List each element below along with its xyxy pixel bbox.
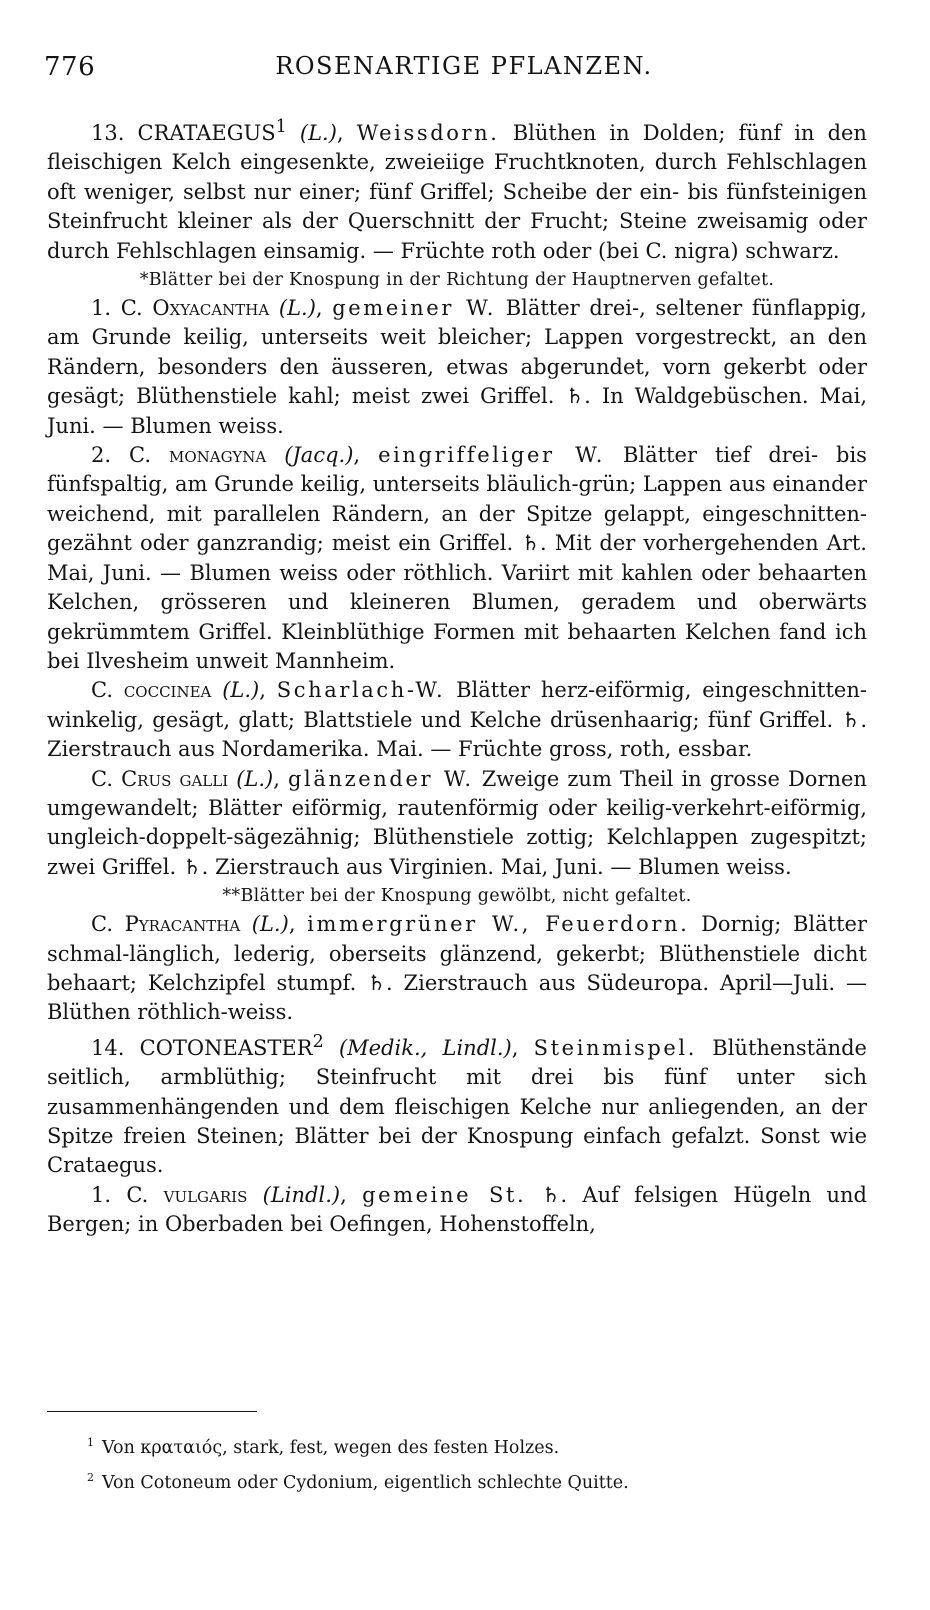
footnote-mark: 1	[87, 1436, 94, 1449]
species-name: vulgaris	[163, 1182, 248, 1207]
species-name: Oxyacantha	[152, 296, 270, 321]
genus-number: 14.	[91, 1035, 125, 1060]
species-label: C.	[91, 678, 113, 703]
species-description: Zweige zum Theil in grosse Dornen umgewandelt; Blätter eiförmig, rautenförmig oder keilig-verkehrt-eiförmig, ungleich-doppelt-sägezähnig; Blüthenstiele zottig; Kelchlappen zugespitzt; zwei Griffel. ♄. Zierstrauch aus Virginien. Mai, Juni. — Blumen weiss.	[47, 766, 867, 879]
genus-authority: (Medik., Lindl.)	[338, 1035, 512, 1060]
footnote-ref: 1	[275, 117, 287, 137]
footnote-text: Von κραταιός, stark, fest, wegen des festen Holzes.	[102, 1437, 560, 1458]
species-description: Blätter tief drei- bis fünfspaltig, am Grunde keilig, unterseits bläulich-grün; Lappen aus einander weichend, mit parallelen Rändern, an der Spitze gelappt, eingeschnitten-gezähnt oder ganzrandig; meist ein Griffel. ♄. Mit der vorhergehenden Art. Mai, Juni. — Blumen weiss oder röthlich. Variirt mit kahlen oder behaarten Kelchen, grösseren und kleineren Blumen, geradem und oberwärts gekrümmtem Griffel. Kleinblüthige Formen mit behaarten Kelchen fand ich bei Ilvesheim unweit Mannheim.	[47, 443, 867, 673]
species-label: 1. C.	[91, 1182, 149, 1207]
species-name: coccinea	[123, 678, 212, 703]
species-name: Pyracantha	[124, 912, 241, 937]
section-note-2: **Blätter bei der Knospung gewölbt, nicht gefaltet.	[222, 886, 692, 907]
species-label: 1. C.	[91, 296, 143, 321]
species-common-name: gemeine St.	[362, 1182, 527, 1207]
species-authority: (Lindl.)	[262, 1182, 341, 1207]
species-common-name: glänzender W.	[288, 766, 474, 791]
footnotes	[47, 1428, 867, 1498]
species-common-name: gemeiner W.	[332, 296, 497, 321]
species-common-name: eingriffeliger W.	[378, 443, 606, 468]
species-label: C.	[91, 912, 113, 937]
genus-common-name: Steinmispel.	[533, 1035, 698, 1060]
page-number: 776	[44, 52, 96, 82]
genus-number: 13.	[91, 121, 125, 145]
species-authority: (L.)	[236, 766, 274, 791]
footnote-1	[47, 1428, 867, 1463]
page-body	[47, 113, 867, 1240]
species-name: Crus galli	[121, 766, 229, 791]
genus-cotoneaster-entry: 14. COTONEASTER$^2$ (Medik., Lindl.), Steinmispel. Blüthenstände seitlich, armblüthig; Steinfrucht mit drei bis fünf unter sich zusammenhängenden und dem fleischigen Kelche nur anliegenden, an der Spitze freien Steinen; Blätter bei der Knospung einfach gefalzt. Sonst wie Crataegus.	[47, 1031, 867, 1178]
genus-description: Blüthenstände seitlich, armblüthig; Steinfrucht mit drei bis fünf unter sich zusammenhängenden und dem fleischigen Kelche nur anliegenden, an der Spitze freien Steinen; Blätter bei der Knospung einfach gefalzt. Sonst wie Crataegus.	[47, 1035, 867, 1178]
section-note-1: *Blätter bei der Knospung in der Richtung der Hauptnerven gefaltet.	[139, 270, 775, 291]
species-description: Blätter herz-eiförmig, eingeschnitten-winkelig, gesägt, glatt; Blattstiele und Kelche drüsenhaarig; fünf Griffel. ♄. Zierstrauch aus Nordamerika. Mai. — Früchte gross, roth, essbar.	[47, 678, 867, 762]
species-entry-coccinea: C. coccinea (L.), Scharlach-W. Blätter herz-eiförmig, eingeschnitten-winkelig, gesägt, glatt; Blattstiele und Kelche drüsenhaarig; fünf Griffel. ♄. Zierstrauch aus Nordamerika. Mai. — Früchte gross, roth, essbar.	[47, 678, 867, 762]
species-description: Blätter drei-, seltener fünflappig, am Grunde keilig, unterseits weit bleicher; Lappen vorgestreckt, an den Rändern, besonders den äusseren, etwas abgerundet, vorn gekerbt oder gesägt; Blüthenstiele kahl; meist zwei Griffel. ♄. In Waldgebüschen. Mai, Juni. — Blumen weiss.	[47, 296, 867, 438]
footnote-ref: 2	[312, 1031, 324, 1052]
page-header	[44, 52, 884, 92]
species-label: C.	[91, 766, 113, 791]
genus-description: Blüthen in Dolden; fünf in den fleischigen Kelch eingesenkte, zweieiige Fruchtknoten, durch Fehlschlagen oft weniger, selbst nur einer; fünf Griffel; Scheibe der ein- bis fünfsteinigen Steinfrucht kleiner als der Querschnitt der Frucht; Steine zweisamig oder durch Fehlschlagen einsamig. — Früchte roth oder (bei C. nigra) schwarz.	[47, 121, 867, 263]
footnote-divider	[47, 1411, 257, 1412]
species-authority: (L.)	[251, 912, 289, 937]
genus-authority: (L.)	[299, 121, 337, 145]
genus-common-name: Weissdorn.	[356, 121, 500, 145]
species-entry-monagyna: 2. C. monagyna (Jacq.), eingriffeliger W. Blätter tief drei- bis fünfspaltig, am Grunde keilig, unterseits bläulich-grün; Lappen aus einander weichend, mit parallelen Rändern, an der Spitze gelappt, eingeschnitten-gezähnt oder ganzrandig; meist ein Griffel. ♄. Mit der vorhergehenden Art. Mai, Juni. — Blumen weiss oder röthlich. Variirt mit kahlen oder behaarten Kelchen, grösseren und kleineren Blumen, geradem und oberwärts gekrümmtem Griffel. Kleinblüthige Formen mit behaarten Kelchen fand ich bei Ilvesheim unweit Mannheim.	[47, 443, 867, 673]
species-common-name: Scharlach-W.	[276, 678, 446, 703]
genus-name: CRATAEGUS	[137, 121, 276, 145]
species-authority: (L.)	[222, 678, 260, 703]
footnote-text: Von Cotoneum oder Cydonium, eigentlich schlechte Quitte.	[102, 1472, 629, 1493]
footnote-2	[47, 1463, 867, 1498]
species-name: monagyna	[169, 443, 267, 468]
genus-crataegus-entry: 13. CRATAEGUS$^1$ (L.), Weissdorn. Blüthen in Dolden; fünf in den fleischigen Kelch eingesenkte, zweieiige Fruchtknoten, durch Fehlschlagen oft weniger, selbst nur einer; fünf Griffel; Scheibe der ein- bis fünfsteinigen Steinfrucht kleiner als der Querschnitt der Frucht; Steine zweisamig oder durch Fehlschlagen einsamig. — Früchte roth oder (bei C. nigra) schwarz.	[47, 117, 867, 263]
species-common-name: immergrüner W., Feuerdorn.	[307, 912, 690, 937]
species-entry-pyracantha: C. Pyracantha (L.), immergrüner W., Feuerdorn. Dornig; Blätter schmal-länglich, lederig, oberseits glänzend, gekerbt; Blüthenstiele dicht behaart; Kelchzipfel stumpf. ♄. Zierstrauch aus Südeuropa. April—Juli. — Blüthen röthlich-weiss.	[47, 912, 867, 1025]
species-entry-vulgaris: 1. C. vulgaris (Lindl.), gemeine St. ♄. Auf felsigen Hügeln und Bergen; in Oberbaden bei Oefingen, Hohenstoffeln,	[47, 1182, 867, 1237]
genus-name: COTONEASTER	[139, 1035, 313, 1060]
species-entry-crus-galli: C. Crus galli (L.), glänzender W. Zweige zum Theil in grosse Dornen umgewandelt; Blätter eiförmig, rautenförmig oder keilig-verkehrt-eiförmig, ungleich-doppelt-sägezähnig; Blüthenstiele zottig; Kelchlappen zugespitzt; zwei Griffel. ♄. Zierstrauch aus Virginien. Mai, Juni. — Blumen weiss.	[47, 766, 867, 879]
species-description: Dornig; Blätter schmal-länglich, lederig, oberseits glänzend, gekerbt; Blüthenstiele dicht behaart; Kelchzipfel stumpf. ♄. Zierstrauch aus Südeuropa. April—Juli. — Blüthen röthlich-weiss.	[47, 912, 867, 1025]
footnote-mark: 2	[87, 1470, 94, 1484]
species-authority: (Jacq.)	[284, 443, 354, 468]
species-entry-oxyacantha: 1. C. Oxyacantha (L.), gemeiner W. Blätter drei-, seltener fünflappig, am Grunde keilig, unterseits weit bleicher; Lappen vorgestreckt, an den Rändern, besonders den äusseren, etwas abgerundet, vorn gekerbt oder gesägt; Blüthenstiele kahl; meist zwei Griffel. ♄. In Waldgebüschen. Mai, Juni. — Blumen weiss.	[47, 296, 867, 438]
species-authority: (L.)	[278, 296, 316, 321]
species-label: 2. C.	[91, 443, 152, 468]
species-description: ♄. Auf felsigen Hügeln und Bergen; in Oberbaden bei Oefingen, Hohenstoffeln,	[47, 1182, 867, 1237]
running-title: ROSENARTIGE PFLANZEN.	[275, 52, 653, 80]
